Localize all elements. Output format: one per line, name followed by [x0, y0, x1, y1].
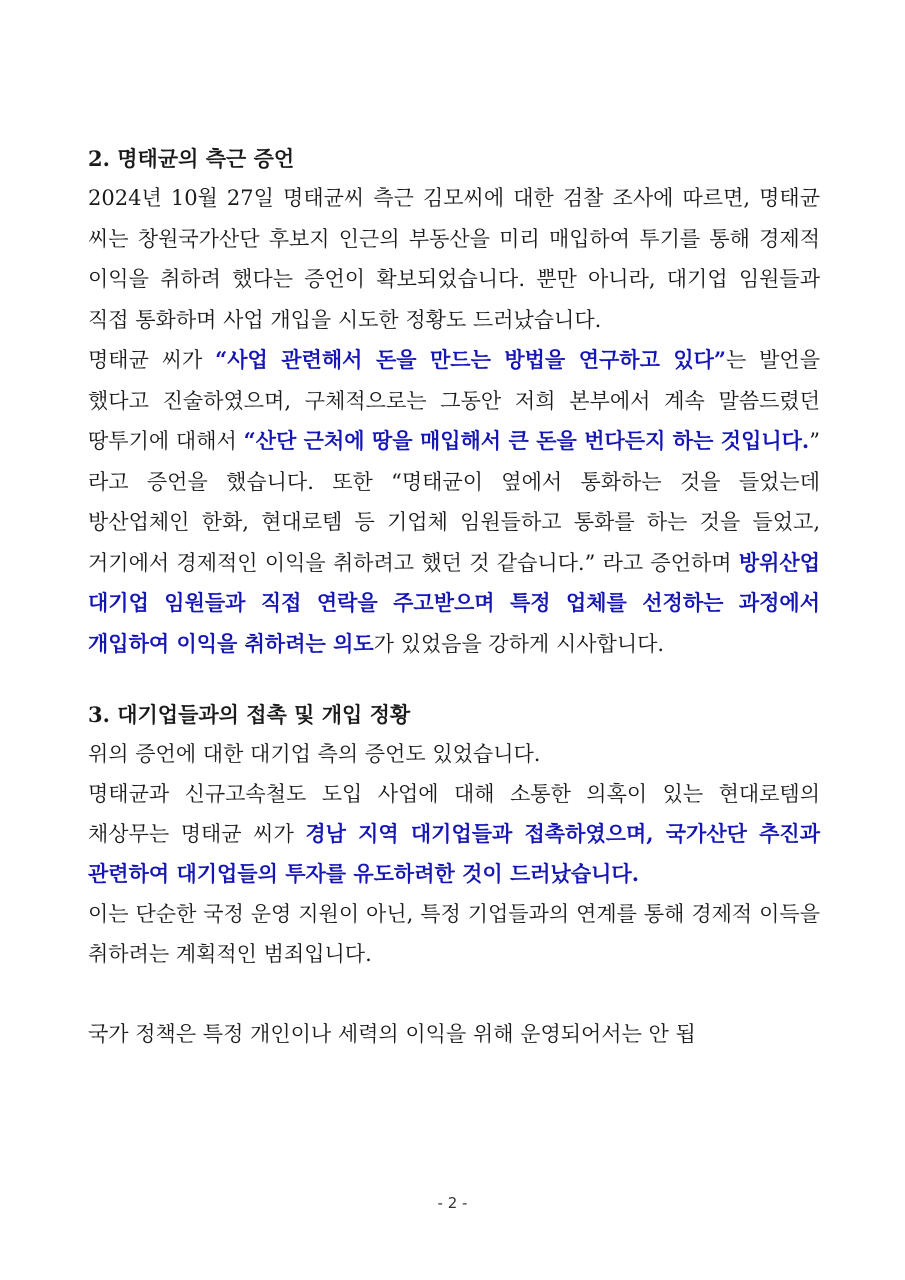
text-run: ” 라고 증언을 했습니다. 또한 “명태균이 옆에서 통화하는 것을 들었는데 방산업체인 한화, 현대로템 등 기업체 임원들하고 통화를 하는 것을 들었고, 거기에서 경제적인 이익을 취하려고 했던 것 같습니다.” 라고 증언하며 — [88, 429, 820, 575]
text-run: 가 있었음을 강하게 시사합니다. — [373, 631, 665, 656]
section-2-paragraph-2 — [88, 340, 820, 664]
section-3-paragraph-2 — [88, 774, 820, 894]
page-number: - 2 - — [437, 1194, 468, 1212]
highlighted-quote: “산단 근처에 땅을 매입해서 큰 돈을 번다든지 하는 것입니다. — [243, 428, 810, 453]
section-3-heading: 3. 대기업들과의 접촉 및 개입 정황 — [88, 702, 411, 727]
text-run: 명태균과 신규고속철도 도입 사업에 대해 소통한 의혹이 있는 현대로템의 채상무는 명태균 씨가 — [88, 782, 820, 846]
closing-paragraph: 국가 정책은 특정 개인이나 세력의 이익을 위해 운영되어서는 안 됩 — [88, 1022, 696, 1046]
highlighted-text: 방위산업 대기업 임원들과 직접 연락을 주고받으며 특정 업체를 선정하는 과정에서 개입하여 이익을 취하려는 의도 — [88, 549, 820, 656]
section-3-paragraph-3: 이는 단순한 국정 운영 지원이 아닌, 특정 기업들과의 연계를 통해 경제적 이득을 취하려는 계획적인 범죄입니다. — [88, 902, 820, 966]
spacer — [88, 664, 820, 696]
spacer — [88, 974, 820, 1014]
section-2-paragraph-1: 2024년 10월 27일 명태균씨 측근 김모씨에 대한 검찰 조사에 따르면, 명태균 씨는 창원국가산단 후보지 인근의 부동산을 미리 매입하여 투기를 통해 경제적 이익을 취하려 했다는 증언이 확보되었습니다. 뿐만 아니라, 대기업 임원들과 직접 통화하며 사업 개입을 시도한 정황도 드러났습니다. — [88, 186, 820, 332]
document-body — [88, 140, 820, 1055]
text-run: 명태균 씨가 — [88, 348, 216, 372]
highlighted-quote: “사업 관련해서 돈을 만드는 방법을 연구하고 있다” — [215, 347, 726, 372]
text-run: 는 발언을 했다고 진술하였으며, 구체적으로는 그동안 저희 본부에서 계속 말씀드렸던 땅투기에 대해서 — [88, 348, 821, 453]
highlighted-text: 경남 지역 대기업들과 접촉하였으며, 국가산단 추진과 관련하여 대기업들의 투자를 유도하려한 것이 드러났습니다. — [88, 821, 820, 886]
section-2-heading: 2. 명태균의 측근 증언 — [88, 146, 295, 171]
section-2 — [88, 140, 820, 664]
section-3-paragraph-1: 위의 증언에 대한 대기업 측의 증언도 있었습니다. — [88, 742, 541, 766]
section-3 — [88, 696, 820, 974]
